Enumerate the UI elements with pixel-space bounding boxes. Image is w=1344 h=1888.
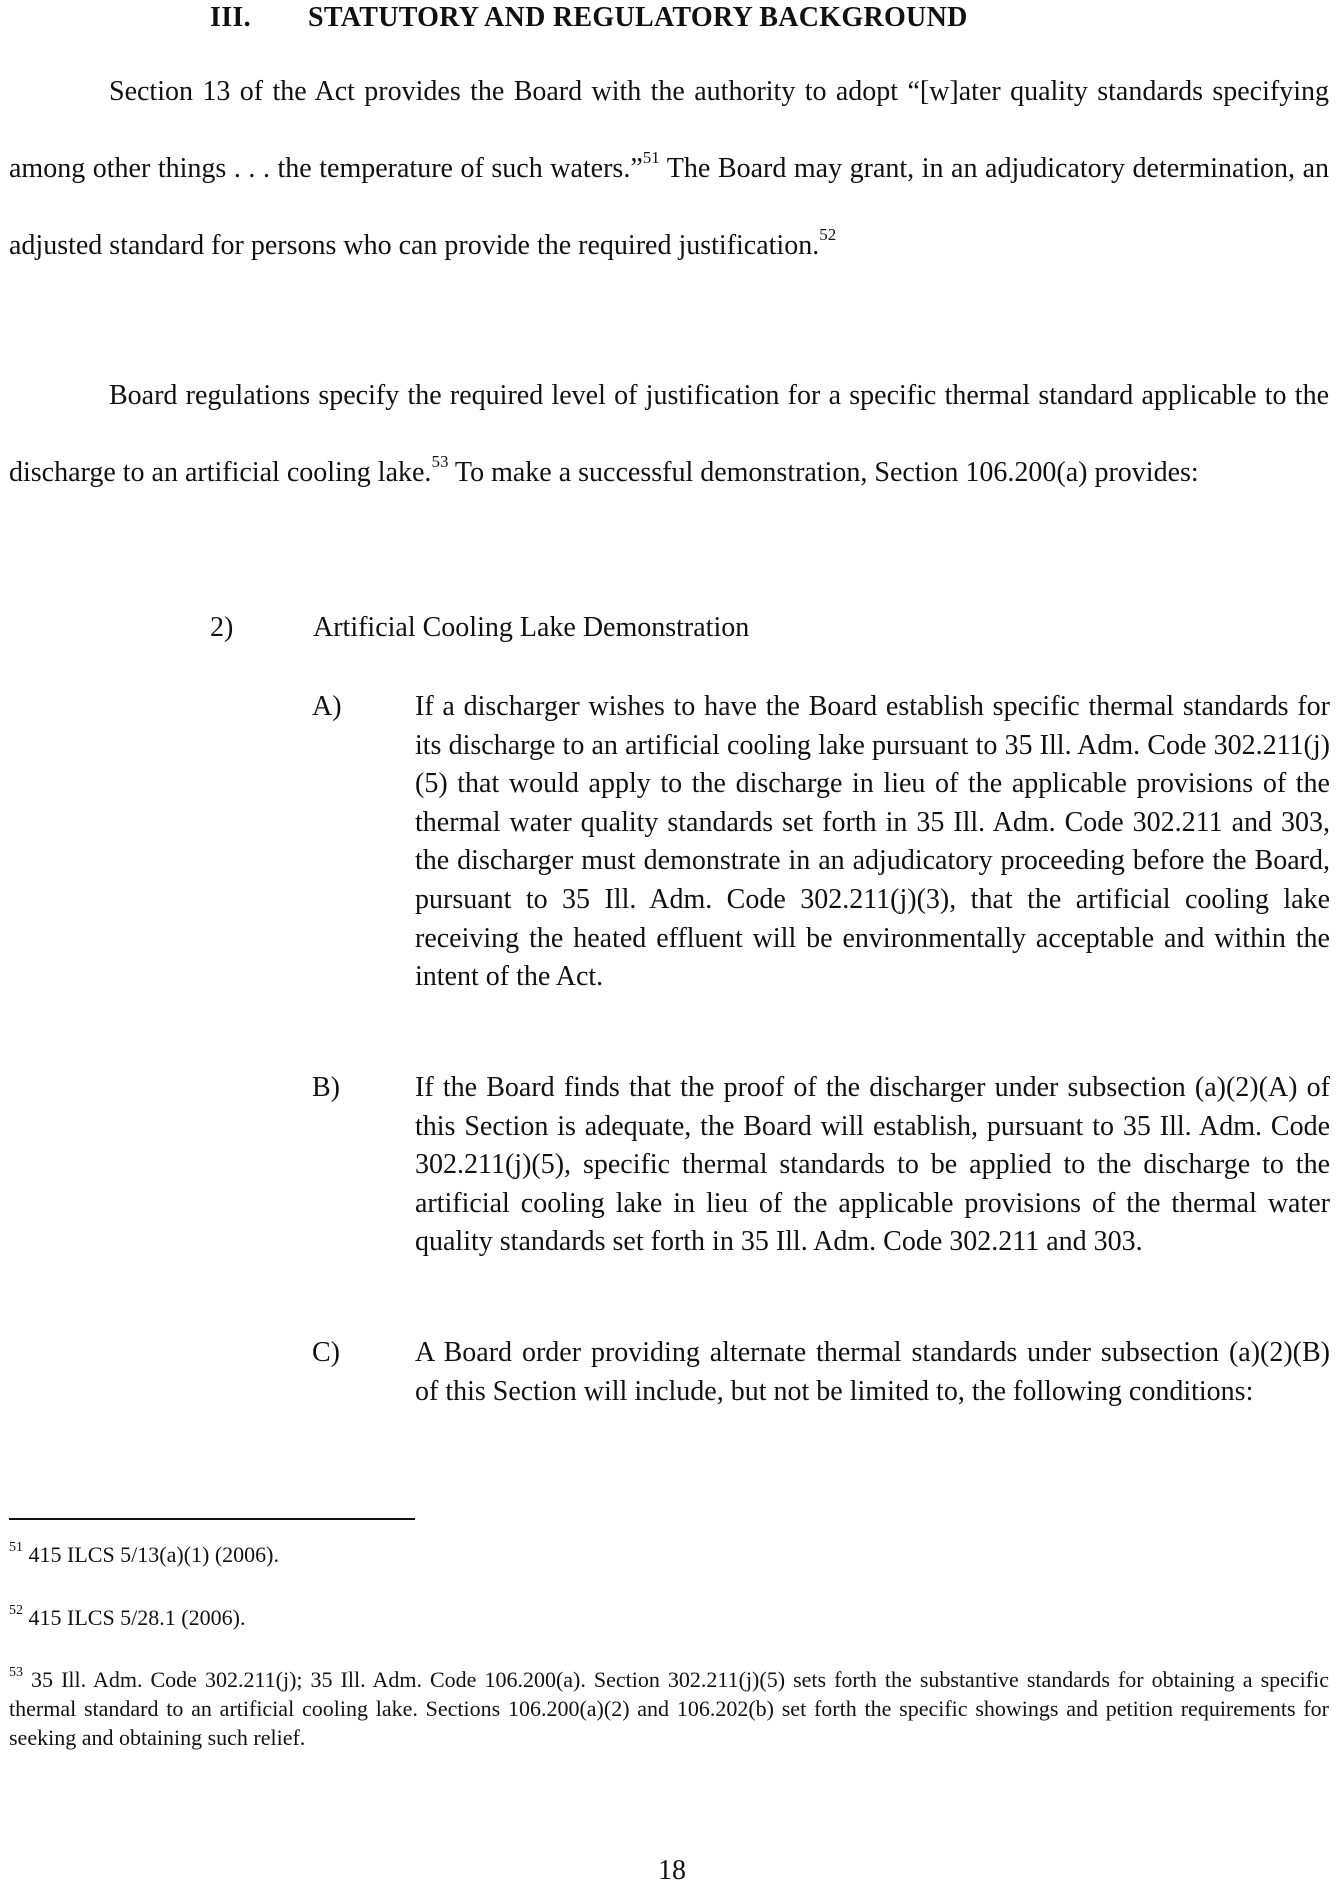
subitem-letter: A) xyxy=(312,691,342,722)
footnote-ref-51: 51 xyxy=(642,147,660,167)
section-heading xyxy=(210,2,968,34)
footnote-ref-52: 52 xyxy=(819,224,837,244)
footnote-53 xyxy=(9,1665,1329,1752)
subitem-b xyxy=(312,1069,1330,1262)
subitem-a xyxy=(312,688,1330,997)
subitem-text: If a discharger wishes to have the Board establish specific thermal standards for its discharge to an artificial cooling lake pursuant to 35 Ill. Adm. Code 302.211(j)(5) that would apply to the discharge in lieu of the applicable provisions of the thermal water quality standards set forth in 35 Ill. Adm. Code 302.211 and 303, the discharger must demonstrate in an adjudicatory proceeding before the Board, pursuant to 35 Ill. Adm. Code 302.211(j)(3), that the artificial cooling lake receiving the heated effluent will be environmentally acceptable and within the intent of the Act. xyxy=(415,691,1330,993)
footnote-52 xyxy=(9,1603,1329,1632)
quoted-item-2 xyxy=(210,610,749,646)
footnote-number: 53 xyxy=(9,1664,23,1680)
subitem-letter: C) xyxy=(312,1337,340,1368)
footnote-number: 52 xyxy=(9,1602,23,1618)
footnote-text: 415 ILCS 5/28.1 (2006). xyxy=(23,1605,246,1630)
footnote-text: 415 ILCS 5/13(a)(1) (2006). xyxy=(23,1542,280,1567)
subitem-letter: B) xyxy=(312,1072,340,1103)
page-number: 18 xyxy=(658,1855,686,1886)
paragraph-text: To make a successful demonstration, Section 106.200(a) provides: xyxy=(448,457,1199,488)
section-title: STATUTORY AND REGULATORY BACKGROUND xyxy=(308,2,968,33)
footnote-51 xyxy=(9,1540,1329,1569)
footnote-ref-53: 53 xyxy=(431,451,449,471)
subitem-text: A Board order providing alternate thermal standards under subsection (a)(2)(B) of this Section will include, but not be limited to, the following conditions: xyxy=(415,1337,1330,1407)
section-number: III. xyxy=(210,2,251,33)
item-number: 2) xyxy=(210,612,234,643)
item-title: Artificial Cooling Lake Demonstration xyxy=(313,612,750,643)
paragraph-text: The Board may grant, in an adjudicatory determination, an adjusted standard for persons who can provide the required justification. xyxy=(9,153,1329,261)
subitem-c xyxy=(312,1334,1330,1411)
paragraph-board-regulations xyxy=(9,357,1329,511)
footnote-separator xyxy=(9,1518,415,1520)
subitem-text: If the Board finds that the proof of the discharger under subsection (a)(2)(A) of this Section is adequate, the Board will establish, pursuant to 35 Ill. Adm. Code 302.211(j)(5), specific thermal standards to be applied to the discharge to the artificial cooling lake in lieu of the applicable provisions of the thermal water quality standards set forth in 35 Ill. Adm. Code 302.211 and 303. xyxy=(415,1072,1330,1258)
paragraph-text: Section 13 of the Act provides the Board with the authority to adopt “[w]ater quality standards specifying among other things . . . the temperature of such waters.” xyxy=(9,76,1329,184)
paragraph-section-13 xyxy=(9,53,1329,284)
footnote-number: 51 xyxy=(9,1539,23,1555)
paragraph-text: Board regulations specify the required level of justification for a specific thermal standard applicable to the discharge to an artificial cooling lake. xyxy=(9,380,1329,488)
footnote-text: 35 Ill. Adm. Code 302.211(j); 35 Ill. Adm. Code 106.200(a). Section 302.211(j)(5) sets forth the substantive standards for obtaining a specific thermal standard to an artificial cooling lake. Sections 106.200(a)(2) and 106.202(b) set forth the specific showings and petition requirements for seeking and obtaining such relief. xyxy=(9,1667,1329,1750)
